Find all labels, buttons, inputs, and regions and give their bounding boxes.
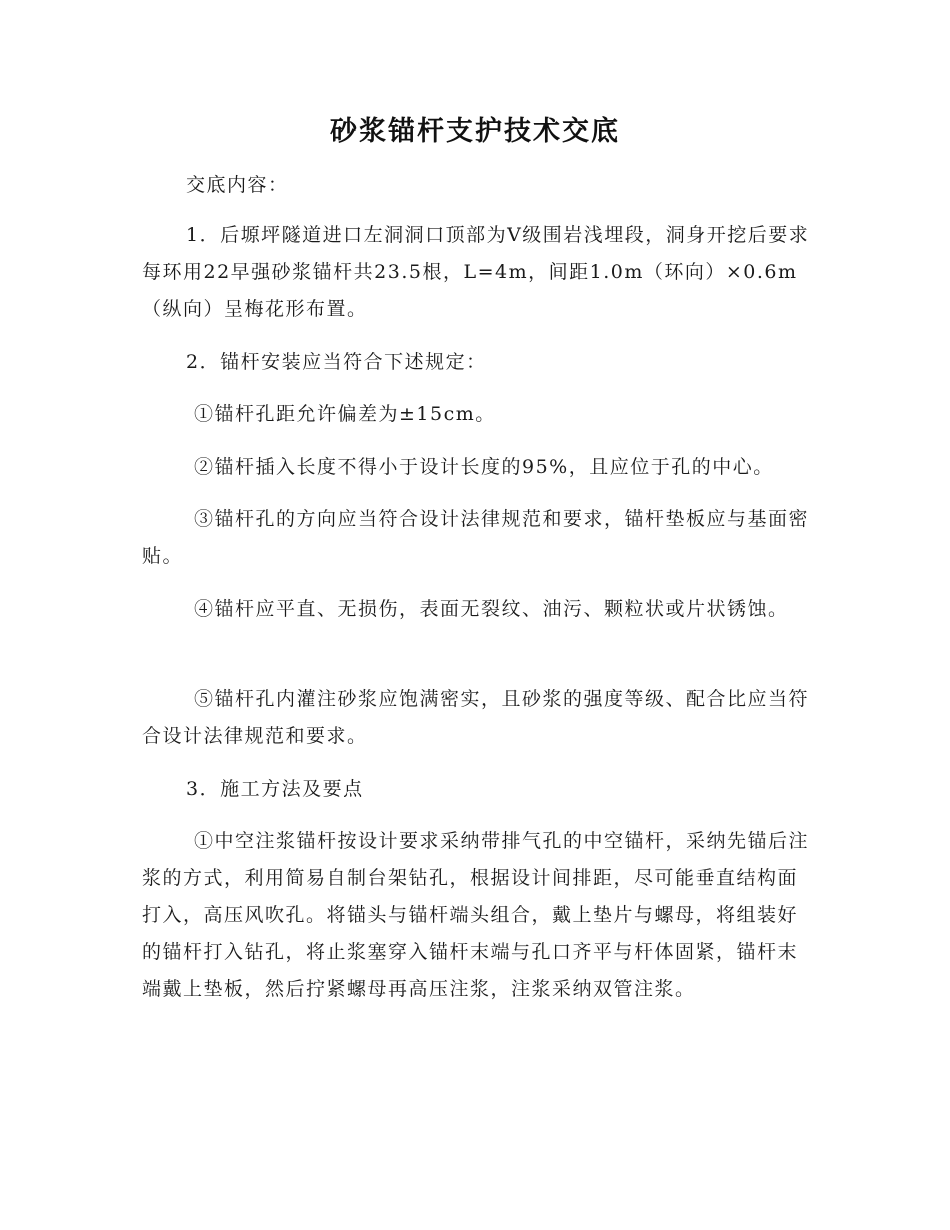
- item-2-heading: 2．锚杆安装应当符合下述规定：: [186, 351, 487, 373]
- method-1: ①中空注浆锚杆按设计要求采纳带排气孔的中空锚杆，采纳先锚后注浆的方式，利用简易自制台架钻孔，根据设计间排距，尽可能垂直结构面打入，高压风吹孔。将锚头与锚杆端头组合，戴上垫片与螺母，将组装好的锚杆打入钻孔，将止浆塞穿入锚杆末端与孔口齐平与杆体固紧，锚杆末端戴上垫板，然后拧紧螺母再高压注浆，注浆采纳双管注浆。: [142, 830, 810, 1000]
- document-title: 砂浆锚杆支护技术交底: [330, 116, 620, 147]
- rule-1: ①锚杆孔距允许偏差为±15cm。: [194, 403, 496, 425]
- rule-3: ③锚杆孔的方向应当符合设计法律规范和要求，锚杆垫板应与基面密贴。: [142, 508, 810, 567]
- rule-5: ⑤锚杆孔内灌注砂浆应饱满密实，且砂浆的强度等级、配合比应当符合设计法律规范和要求。: [142, 688, 810, 747]
- item-3-heading: 3．施工方法及要点: [186, 778, 364, 800]
- intro-label: 交底内容：: [186, 174, 289, 196]
- rule-4: ④锚杆应平直、无损伤，表面无裂纹、油污、颗粒状或片状锈蚀。: [194, 598, 789, 620]
- paragraph-item-1: 1．后塬坪隧道进口左洞洞口顶部为Ⅴ级围岩浅埋段，洞身开挖后要求每环用22早强砂浆锚杆共23.5根，L=4m，间距1.0m（环向）×0.6m（纵向）呈梅花形布置。: [142, 224, 810, 320]
- rule-2: ②锚杆插入长度不得小于设计长度的95%，且应位于孔的中心。: [194, 456, 774, 478]
